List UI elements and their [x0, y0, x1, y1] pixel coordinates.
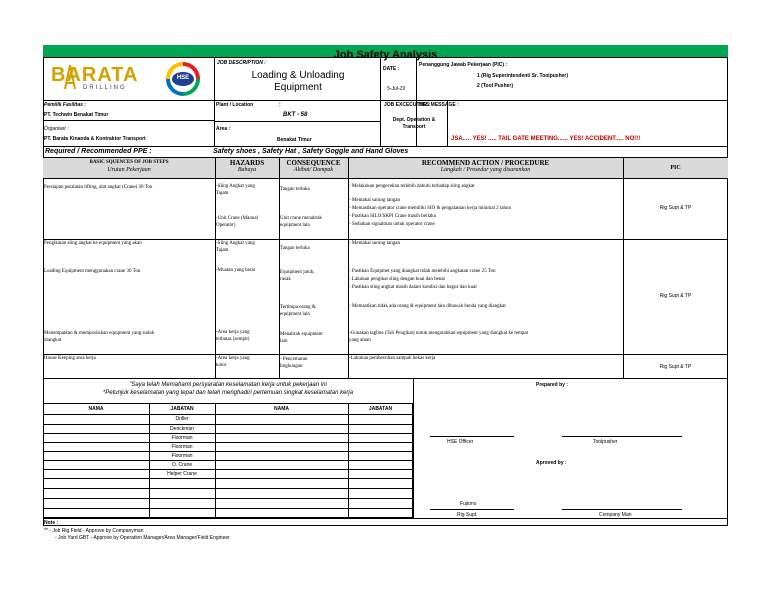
r1-action-4: - Pastikan SILO/SKPI Crane masih berlaku	[349, 214, 437, 219]
r2-consequence-2	[280, 270, 314, 283]
logo-cell	[43, 58, 215, 101]
r2-consequence-3a: Tertimpa orang &	[280, 305, 316, 310]
owner-value: PT. Techwin Benakat Timur	[44, 112, 109, 118]
r2-step-3	[44, 331, 154, 344]
att-position: Driller	[175, 416, 189, 422]
job-description-cell	[215, 58, 381, 101]
company-man-signature-line[interactable]	[562, 509, 682, 510]
date-cell	[381, 58, 417, 101]
executor-divider	[447, 101, 448, 147]
r2-consequence-4	[280, 332, 323, 345]
executor-line2: Transport	[402, 123, 426, 130]
header-recommend-title: RECOMMEND ACTION / PROCEDURE	[421, 159, 550, 167]
r3-hazard	[216, 356, 250, 369]
title-bar	[43, 45, 728, 61]
r2-step-1: Pengikatan sling angkat ke equipment yang akan	[44, 241, 142, 246]
r1-action-3: - Memastikan operator crane memiliki SIO & pengalaman kerja minimal 2 tahun	[349, 206, 512, 211]
organizer-label: Organiser :	[44, 126, 69, 132]
r2-hazard-2: -Muatan yang berat	[216, 268, 256, 273]
header-pic: PIC	[670, 165, 681, 171]
header-steps-title: BASIC SQUENCES OF JOB STEPS	[89, 160, 169, 165]
plant-value: BKT - 58	[283, 112, 308, 118]
r3-pic: Rig Supt & TP	[659, 364, 692, 370]
r2-action-5: - Memastikan tidak ada orang & equipment lain dibawah benda yang diangkat	[349, 304, 506, 309]
job-description-label: JOB DESCRIPTION :	[217, 60, 266, 66]
r2-action-3: - Lakukan pengikat sling dengan kuat dan benar	[349, 277, 446, 282]
approver-name: Fujiono	[460, 501, 477, 507]
r3-consequence-1: - Pencemaran	[280, 357, 308, 362]
prepared-label: Prepared by :	[536, 382, 568, 388]
r2-consequence-2b: rusak	[280, 276, 291, 282]
executor-label: JOB EXCECUTOR :	[384, 102, 431, 108]
att-position: Floorman	[171, 453, 193, 459]
r2-action-4: - Pastikan sling angkat masih dalam kondisi dan bagus dan kuat	[349, 285, 477, 290]
r2-consequence-4b: lain	[280, 338, 288, 344]
r2-consequence-1: Tangan terluka	[280, 246, 310, 251]
hse-logo-text: HSE	[176, 75, 190, 81]
logo-text: BARATA	[51, 64, 139, 86]
header-recommend	[348, 159, 623, 175]
r1-consequence-2a: Unit crane menabrak	[280, 216, 322, 221]
header-consequence-title: CONSEQUENCE	[286, 159, 341, 167]
area-value: Benakat Timur	[277, 137, 312, 143]
att-header-nama: NAMA	[88, 406, 104, 412]
toolpusher-signature-line[interactable]	[562, 436, 682, 437]
att-row-sep	[43, 424, 413, 425]
r3-consequence	[280, 357, 307, 370]
hes-message-value: JSA..... YES! ..... TAIL GATE MEETING...... YES! ACCIDENT..... NO!!!	[451, 136, 641, 142]
approved-label: Aproved by :	[536, 460, 567, 466]
hse-officer-signature-line[interactable]	[430, 436, 514, 437]
r1-hazard-1	[216, 184, 278, 197]
r2-action-1: - Memakai sarung tangan	[349, 241, 400, 246]
r1-step: Persiapan peralatan lifting, alat angkat (Crane) 30 Ton	[44, 185, 153, 190]
r2-hazard-3	[216, 330, 250, 343]
header-steps-sub: Urutan Pekerjaan	[107, 166, 151, 173]
plant-cell	[215, 101, 381, 121]
r2-hazard-1a: -Sling Angkat yang	[216, 241, 255, 246]
r2-action-6a: -Gunakan tagline (Tali Pengikat) untuk mengarahkan equipment yang diangkat ke tempat	[349, 331, 529, 336]
organizer-value: PT. Barata Kinanda & Kontraktor Transport	[44, 136, 146, 142]
r1-pic: Rig Supt & TP	[659, 205, 692, 211]
r2-hazard-1b: Tajam	[216, 247, 229, 253]
header-recommend-sub: Langkah / Prosedur yang disarankan	[440, 167, 531, 174]
date-label: DATE :	[383, 66, 400, 72]
header-steps	[43, 160, 215, 174]
att-row-sep	[43, 451, 413, 452]
att-position: Helper Crane	[167, 471, 197, 477]
area-label: Area :	[216, 126, 231, 132]
att-header-jabatan: JABATAN	[170, 406, 194, 412]
note-line2: - Job Yard GBT - Approve by Operation Manager/Area Manager/Field Engineer	[55, 535, 230, 541]
col-line-3	[348, 158, 349, 378]
att-row-sep	[43, 498, 413, 499]
hse-officer-label: HSE Officer	[447, 439, 474, 445]
r2-pic: Rig Supt & TP	[659, 293, 692, 299]
r1-consequence-2	[280, 216, 322, 229]
page-title: Job Safety Analysis	[333, 49, 438, 61]
pic-item2: 2 (Tool Pusher)	[477, 83, 514, 89]
r1-consequence-2b: equipment lain	[280, 222, 310, 228]
row-sep-1	[43, 239, 728, 240]
r3-hazard-2: kotor	[216, 362, 227, 368]
r2-step-2: Loading Equipment menggunakan crane 30 Ton	[44, 269, 141, 274]
note-separator	[43, 518, 728, 519]
toolpusher-label: Toolpusher	[593, 439, 618, 445]
att-position: Floorman	[171, 444, 193, 450]
r2-action-2: - Pastikan Equipmet yang diangkat tidak melebihi angkatan crane 25 Ton	[349, 269, 496, 274]
r2-step-3b: diangkat	[44, 337, 62, 343]
note-line1: ** - Job Rig Field - Approve by Companyman	[44, 528, 144, 534]
pic-label: Penanggung Jawab Pekerjaan (PIC) :	[419, 62, 508, 68]
row-sep-3	[43, 378, 728, 379]
ppe-row	[43, 147, 728, 158]
plant-label: Plant / Location	[216, 102, 254, 108]
att-position: Floorman	[171, 435, 193, 441]
executor-line1: Dept. Operation &	[392, 117, 436, 123]
r2-consequence-2a: Equipment jatuh,	[280, 270, 315, 275]
r2-action-6	[349, 331, 528, 344]
r2-hazard-3b: terbatas (sempit)	[216, 336, 250, 342]
owner-cell	[43, 101, 215, 121]
rig-supt-label: Rig Supt.	[457, 512, 478, 518]
r1-action-5: - Sediakan signalman untuk operator crane	[349, 222, 435, 227]
signature-divider	[413, 378, 414, 518]
r2-hazard-3a: -Area kerja yang	[216, 330, 250, 335]
col-line-4	[623, 158, 624, 378]
r1-hazard-1a: -Sling Angkat yang	[216, 184, 255, 189]
ppe-label: Required / Recommended PPE :	[45, 148, 152, 155]
att-row-sep	[43, 469, 413, 470]
att-position: O. Crane	[171, 462, 193, 468]
r2-consequence-3	[280, 305, 316, 318]
r2-action-6b: yang aman	[349, 337, 371, 343]
r1-consequence-1: Tangan terluka	[280, 187, 310, 192]
hes-message-label: HES MESSAGE :	[419, 102, 459, 108]
date-value: 5-Jul-19	[387, 86, 406, 92]
r1-action-2: - Memakai sarung tangan	[349, 198, 400, 203]
att-row-sep	[43, 414, 413, 415]
statement-line2: *Petunjuk keselamatan yang tepat dan telah menghadiri pertemuan singkat keselamatan kerja	[102, 390, 354, 396]
r1-hazard-1b: Tajam	[216, 190, 229, 196]
att-row-sep	[43, 460, 413, 461]
att-header-jabatan-2: JABATAN	[368, 406, 393, 412]
plant-colon: :	[279, 102, 281, 108]
header-hazards	[215, 159, 279, 175]
att-position: Derickman	[170, 426, 194, 432]
r2-hazard-1	[216, 241, 255, 254]
r3-action: -Lakukan pembersihan sampah bekas kerja	[349, 356, 436, 361]
r2-consequence-3b: equipment lain	[280, 311, 310, 317]
r2-consequence-4a: Menabrak equipment	[280, 332, 323, 337]
att-header-nama-2: NAMA	[274, 406, 289, 412]
hes-message-cell	[417, 101, 728, 147]
organizer-cell	[43, 121, 215, 147]
r1-hazard-2	[216, 216, 280, 229]
company-man-label: Company Man	[599, 512, 632, 518]
note-label: Note :	[44, 520, 59, 526]
pic-item1: 1 (Rig Superintendent/ Sr. Toolpusher)	[477, 73, 569, 79]
header-consequence	[279, 159, 348, 175]
logo-subtext: DRILLING	[83, 85, 127, 91]
header-hazards-sub: Bahaya	[237, 167, 257, 174]
owner-label: Pemilik Fasilitas :	[44, 102, 86, 108]
header-hazards-title: HAZARDS	[229, 159, 265, 167]
statement-line1: "Saya telah Memahami persyaratan keselamatan kerja untuk pekerjaan ini	[129, 382, 327, 388]
rig-supt-signature-line[interactable]	[430, 509, 514, 510]
r3-consequence-2: lingkungan	[280, 363, 303, 369]
r3-step: House Keeping area kerja	[44, 356, 96, 361]
pic-header-cell	[417, 58, 728, 101]
job-description-value	[215, 70, 381, 94]
r1-hazard-2a: -Unit Crane (Manual	[216, 216, 258, 221]
row-sep-2	[43, 354, 728, 355]
ppe-value: Safety shoes , Safety Hat , Safety Goggle and Hand Gloves	[213, 148, 409, 155]
job-description-line1: Loading & Unloading	[251, 70, 345, 81]
area-cell	[215, 121, 381, 147]
r3-hazard-1: -Area kerja yang	[216, 356, 250, 361]
header-consequence-sub: Akibat/ Dampak	[293, 167, 334, 174]
att-row-sep	[43, 488, 413, 489]
att-row-sep	[43, 478, 413, 479]
r1-hazard-2b: Operator)	[216, 222, 236, 228]
att-row-sep	[43, 508, 413, 509]
r2-step-3a: Menempatkan & memposisikan equipment yang sudah	[44, 331, 155, 336]
job-description-line2: Equipment	[274, 82, 322, 93]
r1-action-1: - Melakukan pengecekan terlebih dahulu terhadap sling angkat	[349, 184, 475, 189]
att-row-sep	[43, 442, 413, 443]
att-row-sep	[43, 433, 413, 434]
